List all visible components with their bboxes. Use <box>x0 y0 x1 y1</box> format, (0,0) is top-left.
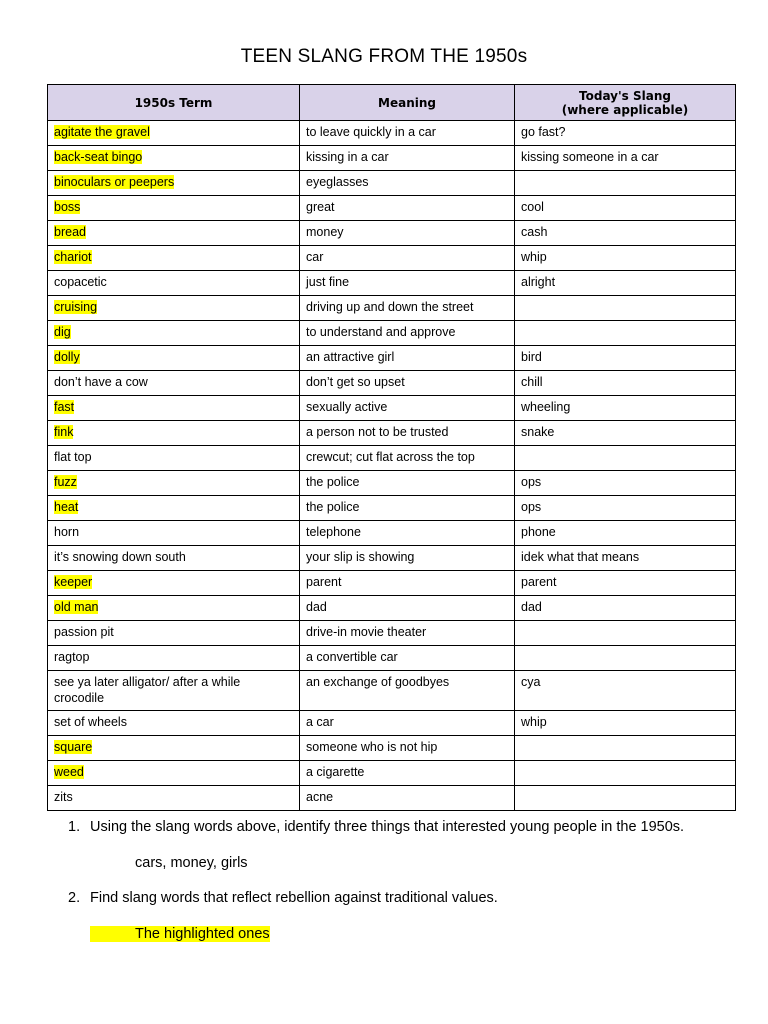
cell-today: chill <box>515 371 736 396</box>
cell-today: kissing someone in a car <box>515 146 736 171</box>
table-row <box>48 786 736 811</box>
cell-meaning: to leave quickly in a car <box>300 121 515 146</box>
cell-meaning: kissing in a car <box>300 146 515 171</box>
cell-today: bird <box>515 346 736 371</box>
cell-meaning: a car <box>300 711 515 736</box>
cell-term <box>48 596 300 621</box>
cell-today <box>515 171 736 196</box>
cell-term <box>48 761 300 786</box>
cell-meaning: acne <box>300 786 515 811</box>
cell-term <box>48 196 300 221</box>
cell-meaning: someone who is not hip <box>300 736 515 761</box>
cell-term <box>48 671 300 711</box>
term-text: weed <box>54 765 84 779</box>
cell-today <box>515 296 736 321</box>
term-text: back-seat bingo <box>54 150 143 164</box>
cell-today: cool <box>515 196 736 221</box>
cell-today <box>515 621 736 646</box>
table-row <box>48 221 736 246</box>
cell-today: whip <box>515 246 736 271</box>
cell-meaning: car <box>300 246 515 271</box>
term-text: fuzz <box>54 475 77 489</box>
table-row <box>48 646 736 671</box>
header-meaning: Meaning <box>300 85 515 121</box>
cell-meaning: driving up and down the street <box>300 296 515 321</box>
term-text: bread <box>54 225 86 239</box>
question-2 <box>68 889 748 907</box>
cell-today: ops <box>515 471 736 496</box>
table-row <box>48 711 736 736</box>
term-text: cruising <box>54 300 98 314</box>
cell-today <box>515 646 736 671</box>
table-row <box>48 171 736 196</box>
answer-1: cars, money, girls <box>135 855 248 871</box>
page-title: TEEN SLANG FROM THE 1950s <box>240 46 528 67</box>
cell-meaning: crewcut; cut flat across the top <box>300 446 515 471</box>
answer-2-text: The highlighted ones <box>90 926 270 942</box>
cell-term <box>48 371 300 396</box>
cell-today <box>515 446 736 471</box>
table-row <box>48 421 736 446</box>
cell-term <box>48 711 300 736</box>
cell-meaning: money <box>300 221 515 246</box>
table-row <box>48 396 736 421</box>
table-row <box>48 546 736 571</box>
table-row <box>48 196 736 221</box>
cell-meaning: just fine <box>300 271 515 296</box>
table-row <box>48 346 736 371</box>
cell-today: phone <box>515 521 736 546</box>
question-number: 2. <box>68 890 81 906</box>
cell-term <box>48 471 300 496</box>
table-row <box>48 671 736 711</box>
slang-table <box>47 84 736 811</box>
table-row <box>48 736 736 761</box>
cell-term <box>48 546 300 571</box>
cell-term <box>48 736 300 761</box>
cell-term <box>48 421 300 446</box>
term-text: flat top <box>54 450 92 464</box>
cell-today: snake <box>515 421 736 446</box>
cell-term <box>48 121 300 146</box>
term-text: binoculars or peepers <box>54 175 175 189</box>
term-text: fast <box>54 400 75 414</box>
table-row <box>48 446 736 471</box>
table-row <box>48 246 736 271</box>
cell-term <box>48 171 300 196</box>
term-text: agitate the gravel <box>54 125 150 139</box>
cell-today: go fast? <box>515 121 736 146</box>
cell-meaning: a convertible car <box>300 646 515 671</box>
question-text: Using the slang words above, identify three things that interested young people in the 1950s. <box>90 819 685 835</box>
term-text: old man <box>54 600 99 614</box>
table-row <box>48 761 736 786</box>
term-text: passion pit <box>54 625 114 639</box>
table-row <box>48 271 736 296</box>
cell-meaning: the police <box>300 471 515 496</box>
cell-meaning: the police <box>300 496 515 521</box>
cell-term <box>48 221 300 246</box>
cell-today <box>515 786 736 811</box>
cell-term <box>48 621 300 646</box>
cell-today: parent <box>515 571 736 596</box>
cell-today: dad <box>515 596 736 621</box>
cell-meaning: a cigarette <box>300 761 515 786</box>
cell-term <box>48 346 300 371</box>
table-row <box>48 621 736 646</box>
table-row <box>48 121 736 146</box>
cell-meaning: your slip is showing <box>300 546 515 571</box>
term-text: heat <box>54 500 79 514</box>
cell-term <box>48 296 300 321</box>
cell-today: idek what that means <box>515 546 736 571</box>
cell-meaning: dad <box>300 596 515 621</box>
cell-today <box>515 761 736 786</box>
cell-term <box>48 496 300 521</box>
cell-today: alright <box>515 271 736 296</box>
cell-term <box>48 446 300 471</box>
cell-today <box>515 736 736 761</box>
cell-term <box>48 146 300 171</box>
table-row <box>48 521 736 546</box>
question-number: 1. <box>68 819 81 835</box>
header-today: Today's Slang (where applicable) <box>515 85 736 121</box>
question-1 <box>68 818 748 836</box>
cell-term <box>48 321 300 346</box>
term-text: see ya later alligator/ after a while crocodile <box>54 675 241 705</box>
table-header-row <box>48 85 736 121</box>
cell-term <box>48 571 300 596</box>
cell-meaning: eyeglasses <box>300 171 515 196</box>
question-text: Find slang words that reflect rebellion against traditional values. <box>90 890 498 906</box>
table-row <box>48 596 736 621</box>
table-row <box>48 371 736 396</box>
cell-meaning: don’t get so upset <box>300 371 515 396</box>
cell-today: whip <box>515 711 736 736</box>
cell-term <box>48 786 300 811</box>
cell-term <box>48 521 300 546</box>
cell-meaning: an attractive girl <box>300 346 515 371</box>
cell-meaning: sexually active <box>300 396 515 421</box>
cell-today: cash <box>515 221 736 246</box>
term-text: copacetic <box>54 275 107 289</box>
table-row <box>48 146 736 171</box>
term-text: keeper <box>54 575 93 589</box>
cell-meaning: a person not to be trusted <box>300 421 515 446</box>
term-text: square <box>54 740 93 754</box>
cell-today <box>515 321 736 346</box>
term-text: set of wheels <box>54 715 127 729</box>
cell-term <box>48 246 300 271</box>
table-row <box>48 471 736 496</box>
term-text: don’t have a cow <box>54 375 148 389</box>
cell-meaning: telephone <box>300 521 515 546</box>
cell-meaning: an exchange of goodbyes <box>300 671 515 711</box>
term-text: zits <box>54 790 73 804</box>
table-row <box>48 296 736 321</box>
term-text: horn <box>54 525 80 539</box>
header-term: 1950s Term <box>48 85 300 121</box>
cell-today: wheeling <box>515 396 736 421</box>
table-row <box>48 321 736 346</box>
cell-term <box>48 271 300 296</box>
cell-meaning: parent <box>300 571 515 596</box>
questions-section <box>68 818 748 943</box>
term-text: boss <box>54 200 81 214</box>
table-row <box>48 571 736 596</box>
term-text: ragtop <box>54 650 90 664</box>
term-text: dolly <box>54 350 80 364</box>
cell-today: cya <box>515 671 736 711</box>
term-text: fink <box>54 425 74 439</box>
cell-meaning: to understand and approve <box>300 321 515 346</box>
table-body <box>48 121 736 811</box>
cell-today: ops <box>515 496 736 521</box>
answer-2 <box>90 925 748 943</box>
cell-meaning: drive-in movie theater <box>300 621 515 646</box>
term-text: chariot <box>54 250 92 264</box>
cell-term <box>48 646 300 671</box>
term-text: it’s snowing down south <box>54 550 186 564</box>
cell-term <box>48 396 300 421</box>
cell-meaning: great <box>300 196 515 221</box>
table-row <box>48 496 736 521</box>
term-text: dig <box>54 325 71 339</box>
